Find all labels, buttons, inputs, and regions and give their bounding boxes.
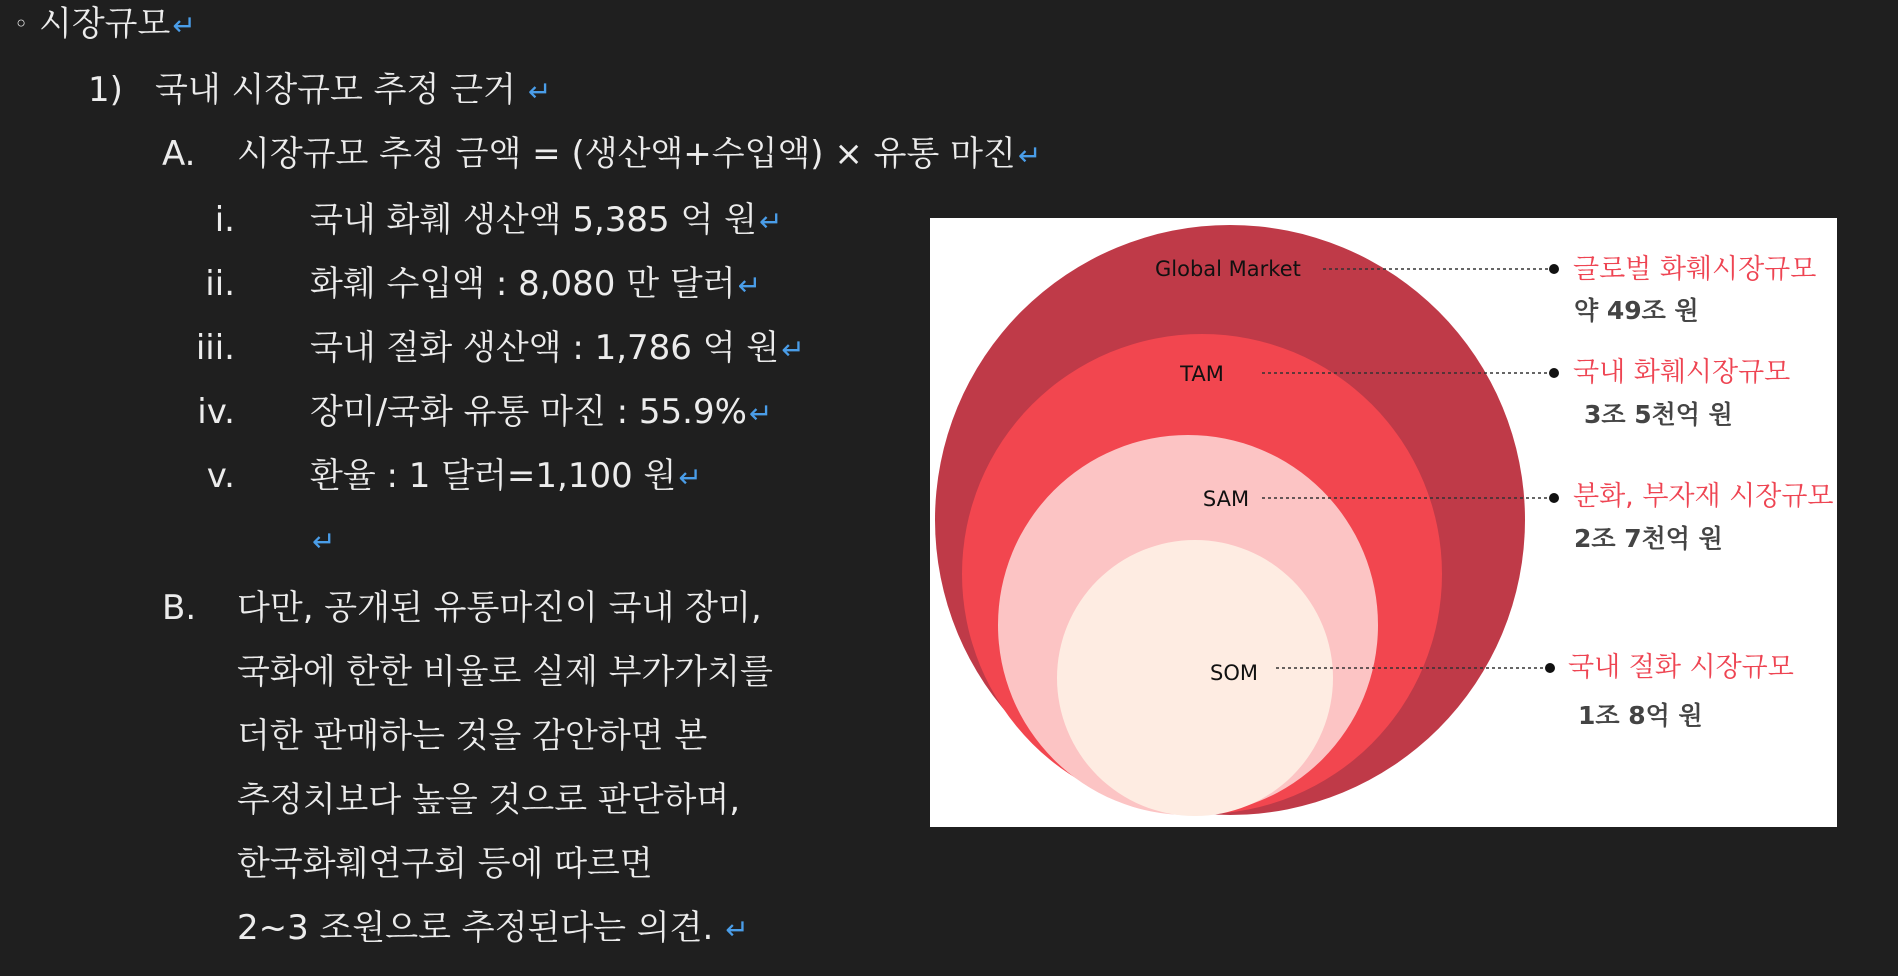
sam-dot <box>1549 493 1559 503</box>
sam-value: 2조 7천억 원 <box>1574 524 1723 553</box>
som-circle <box>1057 540 1333 816</box>
global-market-label: Global Market <box>1155 257 1301 281</box>
return-mark-icon: ↵ <box>172 9 196 42</box>
global-market-value: 약 49조 원 <box>1574 296 1699 325</box>
return-mark-icon: ↵ <box>527 75 552 108</box>
subitem-text: 화훼 수입액 : 8,080 만 달러 <box>310 264 736 304</box>
som-label: SOM <box>1210 661 1258 685</box>
item-a-line <box>237 132 1041 178</box>
subitem-marker: iii. <box>195 328 235 368</box>
empty-paragraph <box>310 518 335 564</box>
subitem-text: 장미/국화 유통 마진 : 55.9% <box>310 392 747 432</box>
item-a-marker: A. <box>162 134 196 174</box>
heading <box>14 2 196 48</box>
som-value: 1조 8억 원 <box>1578 701 1703 730</box>
return-mark-icon: ↵ <box>312 525 336 558</box>
return-mark-icon: ↵ <box>737 269 762 302</box>
tam-label: TAM <box>1180 362 1224 386</box>
subitem-marker: v. <box>206 456 235 496</box>
heading-title: 시장규모 <box>38 4 171 44</box>
subitem-marker: i. <box>214 200 235 240</box>
subitem-text: 국내 화훼 생산액 5,385 억 원 <box>310 200 757 240</box>
item-b-line: 국화에 한한 비율로 실제 부가가치를 <box>237 652 773 692</box>
subitem-line <box>310 198 782 244</box>
item-b-last-line <box>237 906 749 952</box>
tam-name: 국내 화훼시장규모 <box>1573 357 1791 388</box>
item-b-line: 추정치보다 높을 것으로 판단하며, <box>237 780 741 820</box>
heading-bullet: ◦ <box>14 10 29 38</box>
subitem-line <box>310 454 702 500</box>
subitem-text: 환율 : 1 달러=1,100 원 <box>310 456 677 496</box>
return-mark-icon: ↵ <box>678 461 702 494</box>
market-size-diagram <box>930 218 1837 827</box>
section1-title: 국내 시장규모 추정 근거 <box>155 70 516 110</box>
sam-name: 분화, 부자재 시장규모 <box>1573 481 1834 512</box>
item-b-line: 더한 판매하는 것을 감안하면 본 <box>237 716 708 756</box>
item-b-marker: B. <box>162 588 197 628</box>
sam-label: SAM <box>1202 487 1250 511</box>
return-mark-icon: ↵ <box>725 913 749 946</box>
subitem-line <box>310 390 772 436</box>
return-mark-icon: ↵ <box>781 333 805 366</box>
som-name: 국내 절화 시장규모 <box>1568 652 1794 683</box>
item-a-text: 시장규모 추정 금액 = (생산액+수입액) × 유통 마진 <box>237 134 1016 174</box>
return-mark-icon: ↵ <box>758 205 783 238</box>
global-market-dot <box>1549 264 1559 274</box>
som-dot <box>1545 663 1555 673</box>
subitem-line <box>310 262 761 308</box>
subitem-marker: ii. <box>205 264 235 304</box>
return-mark-icon: ↵ <box>748 397 773 430</box>
section1-marker: 1) <box>88 70 123 110</box>
tam-value: 3조 5천억 원 <box>1584 400 1733 429</box>
market-size-svg <box>930 218 1837 827</box>
item-b-line: 한국화훼연구회 등에 따르면 <box>237 844 653 884</box>
section1-title-line <box>155 68 551 114</box>
return-mark-icon: ↵ <box>1017 139 1042 172</box>
global-market-name: 글로벌 화훼시장규모 <box>1573 254 1817 285</box>
item-b-line: 다만, 공개된 유통마진이 국내 장미, <box>237 588 762 628</box>
subitem-line <box>310 326 805 372</box>
item-b-line: 2~3 조원으로 추정된다는 의견. <box>237 908 714 948</box>
tam-dot <box>1549 368 1559 378</box>
subitem-marker: iv. <box>197 392 235 432</box>
subitem-text: 국내 절화 생산액 : 1,786 억 원 <box>310 328 780 368</box>
